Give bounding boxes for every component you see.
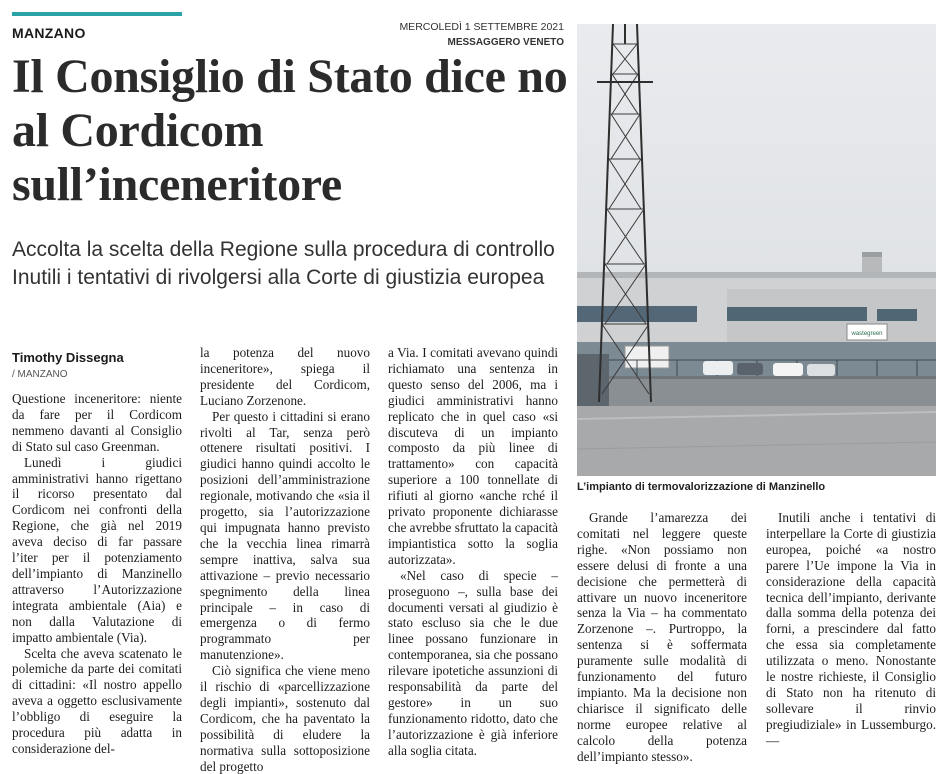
article-column-3 bbox=[388, 345, 558, 759]
publication-name: MESSAGGERO VENETO bbox=[447, 37, 564, 48]
article-column-5 bbox=[766, 510, 936, 749]
paragraph: Inutili anche i tentativi di interpellare la Corte di giustizia europea, poiché «a nostro parere l’Ue impone la Via in considerazione della capacità tecnica dell’impianto, derivante dalla somma della potenza dei forni, a prescindere dal fatto che essa sia completamente utilizzata o meno. Nonostante le nostre richieste, il Consiglio di Stato non ha ritenuto di sollevare il rinvio pregiudiziale» in Lussemburgo. — bbox=[766, 510, 936, 748]
section-label: MANZANO bbox=[12, 25, 86, 41]
paragraph: Per questo i cittadini si erano rivolti al Tar, senza però ottenere risultati positivi. I giudici hanno quindi accolto le posizioni dell’amministrazione regionale, motivando che «sia il progetto, sia l’autorizzazione qui impugnata hanno previsto che la vecchia linea rimarrà sempre inattiva, salva sua attivazione – previo necessario spegnimento della linea principale – in caso di emergenza o di fermo programmato per manutenzione». bbox=[200, 408, 370, 663]
paragraph: Ciò significa che viene meno il rischio di «parcellizzazione degli impianti», sostenuto dal Cordicom, che ha paventato la possibilità di eludere la normativa sulla sottoposizione del progetto bbox=[200, 663, 370, 774]
paragraph: la potenza del nuovo inceneritore», spiega il presidente del Cordicom, Luciano Zorzenone. bbox=[200, 345, 370, 408]
article-photo bbox=[577, 24, 936, 476]
paragraph: a Via. I comitati avevano quindi richiamato una sentenza in questo senso del 2006, ma i giudici amministrativi hanno replicato che in quel caso «si discuteva di un impianto composto da più linee di trattamento» con capacità superiore a 100 tonnellate di rifiuti al giorno «anche rché il privato proponente dichiarasse che avrebbe sfruttato la capacità impiantistica sotto la soglia autorizzata». bbox=[388, 345, 558, 567]
company-sign-text: wastegreen bbox=[851, 331, 883, 337]
paragraph: Scelta che aveva scatenato le polemiche da parte dei comitati di cittadini: «Il nostro appello aveva a oggetto esclusivamente l’obbligo di eseguire la procedura più adatta in considerazione del- bbox=[12, 645, 182, 756]
subheadline bbox=[12, 236, 572, 292]
headline: Il Consiglio di Stato dice no al Cordicom sull’inceneritore bbox=[12, 50, 568, 211]
byline bbox=[12, 350, 124, 380]
paragraph: Questione inceneritore: niente da fare per il Cordicom nemmeno davanti al Consiglio di Stato sul caso Greenman. bbox=[12, 391, 182, 454]
paragraph: Lunedì i giudici amministrativi hanno rigettano il ricorso presentato dal Cordicom nei confronti della Regione, che già nel 2019 aveva deciso di far passare l’iter per il potenziamento dell’impianto di Manzinello attraverso l’Autorizzazione integrata ambientale (Aia) e non dalla Valutazione di impatto ambientale (Via). bbox=[12, 454, 182, 645]
article-column-1 bbox=[12, 391, 182, 757]
section-accent-bar bbox=[12, 12, 182, 16]
article-column-4 bbox=[577, 510, 747, 765]
article-column-2 bbox=[200, 345, 370, 774]
subhead-line-2: Inutili i tentativi di rivolgersi alla Corte di giustizia europea bbox=[12, 266, 545, 289]
paragraph: Grande l’amarezza dei comitati nel leggere queste righe. «Non possiamo non essere delusi di fronte a una decisione che permetterà di attivare un nuovo inceneritore senza la Via – ha commentato Zorzenone –. Purtroppo, la sentenza si è soffermata puramente sulle modalità di funzionamento del futuro impianto. Ma la decisione non chiarisce il significato delle norme europee relative al calcolo della potenza dell’impianto stesso». bbox=[577, 510, 747, 764]
photo-caption: L’impianto di termovalorizzazione di Manzinello bbox=[577, 481, 826, 493]
paragraph: «Nel caso di specie – proseguono –, sulla base dei documenti versati al giudizio è stato escluso sia che le due linee possano funzionare in contemporanea, sia che possano rilevare ipotetiche assunzioni di responsabilità da parte del gestore» in un suo funzionamento ridotto, dato che l’autorizzazione è già inferiore alla soglia citata. bbox=[388, 567, 558, 758]
subhead-line-1: Accolta la scelta della Regione sulla procedura di controllo bbox=[12, 238, 555, 261]
issue-meta bbox=[399, 20, 564, 50]
author-name: Timothy Dissegna bbox=[12, 350, 124, 365]
issue-date: MERCOLEDÌ 1 SETTEMBRE 2021 bbox=[399, 21, 564, 33]
incinerator-plant-illustration bbox=[577, 24, 936, 476]
dateline-place: / MANZANO bbox=[12, 369, 68, 380]
